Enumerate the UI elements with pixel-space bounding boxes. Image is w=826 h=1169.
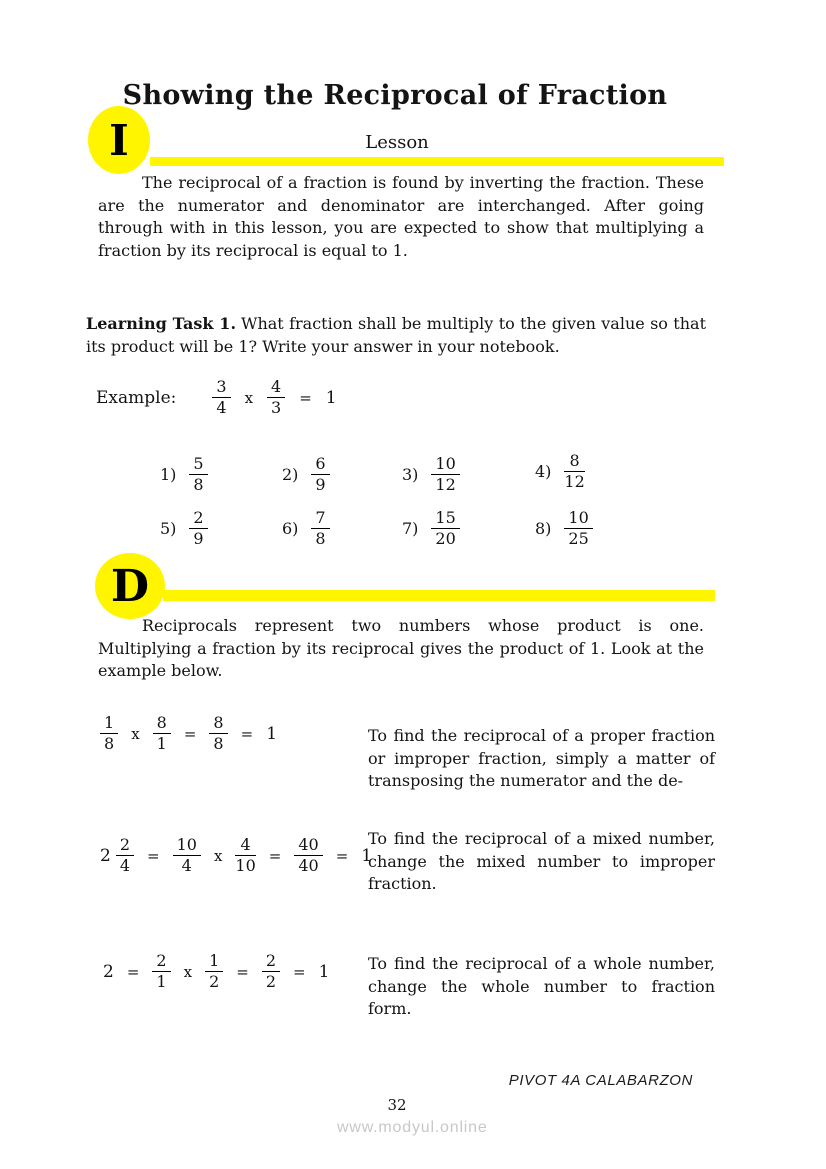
- footer-brand: PIVOT 4A CALABARZON: [508, 1072, 693, 1089]
- item-number: 4): [535, 462, 552, 482]
- multiply-operator: x: [244, 388, 254, 407]
- item-number: 1): [160, 465, 177, 485]
- fraction-denominator: 12: [564, 472, 585, 492]
- fraction-item-4: [535, 449, 695, 495]
- whole-number: 2: [103, 961, 114, 982]
- fraction-numerator: 7: [311, 509, 329, 529]
- fraction-numerator: 3: [212, 378, 230, 398]
- fraction-numerator: 2: [152, 952, 170, 972]
- learning-task-paragraph: [86, 313, 706, 358]
- equation-result: 1: [266, 723, 278, 744]
- worked-equation-2: [100, 836, 372, 876]
- item-number: 5): [160, 519, 177, 539]
- whole-number: 2: [100, 845, 111, 866]
- fraction-numerator: 4: [235, 836, 255, 856]
- fraction: [311, 455, 329, 495]
- fraction-item-3: [402, 455, 535, 495]
- fraction-denominator: 20: [435, 529, 456, 549]
- fraction-denominator: 8: [104, 734, 115, 754]
- fraction-denominator: 12: [435, 475, 456, 495]
- fraction: [262, 952, 280, 992]
- fraction-item-6: [282, 509, 402, 549]
- yellow-divider-bar-bottom: [163, 590, 715, 601]
- lesson-label: Lesson: [365, 132, 429, 153]
- fraction-denominator: 9: [193, 529, 204, 549]
- fraction: [152, 952, 170, 992]
- fraction: [564, 509, 592, 549]
- fraction-item-1: [160, 455, 282, 495]
- fraction-denominator: 1: [156, 734, 167, 754]
- fraction: [173, 836, 201, 876]
- equals-sign: =: [268, 846, 282, 865]
- fraction-denominator: 40: [298, 856, 319, 876]
- intro-paragraph: The reciprocal of a fraction is found by inverting the fraction. These are the numerator and denominator are interchanged. After going through with in this lesson, you are expected to show that multiplying a fraction by its reciprocal is equal to 1.: [98, 173, 704, 260]
- worked-equation-3: [103, 952, 329, 992]
- fraction-numerator: 2: [189, 509, 207, 529]
- fraction-item-7: [402, 509, 535, 549]
- fraction-numerator: 4: [267, 378, 285, 398]
- equation-note-3: To find the reciprocal of a whole number, change the whole number to fraction form.: [368, 954, 715, 1018]
- d-section-paragraph: Reciprocals represent two numbers whose product is one. Multiplying a fraction by its reciprocal gives the product of 1. Look at the example below.: [98, 616, 704, 680]
- equals-sign: =: [293, 962, 306, 981]
- fraction-item-8: [535, 509, 695, 549]
- fraction-numerator: 5: [189, 455, 207, 475]
- fraction: [100, 714, 118, 754]
- fraction-numerator: 2: [262, 952, 280, 972]
- equals-sign: =: [299, 388, 312, 407]
- fraction: [153, 714, 171, 754]
- learning-task-items: [160, 451, 695, 549]
- fraction-numerator: 10: [564, 509, 592, 529]
- fraction: [189, 509, 207, 549]
- fraction-item-5: [160, 509, 282, 549]
- fraction-denominator: 4: [119, 856, 131, 876]
- equals-sign: =: [240, 724, 254, 743]
- section-badge-d: [95, 553, 165, 619]
- watermark-url: www.modyul.online: [337, 1119, 488, 1136]
- mixed-number: [100, 836, 134, 876]
- fraction-numerator: 10: [431, 455, 459, 475]
- learning-task-text: What fraction shall be multiply to the given value so that its product will be 1? Write your answer in your notebook.: [86, 314, 707, 356]
- fraction: [267, 378, 285, 418]
- multiply-operator: x: [213, 846, 223, 865]
- learning-task-label: Learning Task 1.: [86, 314, 237, 333]
- fraction-numerator: 8: [153, 714, 171, 734]
- fraction: [212, 378, 230, 418]
- multiply-operator: x: [183, 962, 193, 981]
- fraction-denominator: 4: [181, 856, 192, 876]
- equals-sign: =: [236, 962, 249, 981]
- fraction-denominator: 10: [235, 856, 256, 876]
- item-number: 8): [535, 519, 552, 539]
- section-badge-i-letter: I: [109, 115, 129, 165]
- fraction-denominator: 4: [216, 398, 227, 418]
- fraction-numerator: 10: [173, 836, 201, 856]
- worked-equation-1: [100, 714, 277, 754]
- fraction-denominator: 2: [209, 972, 220, 992]
- example-label: Example:: [96, 387, 177, 408]
- equation-result: 1: [318, 961, 330, 982]
- equation-result: 1: [361, 845, 373, 866]
- fraction-denominator: 8: [213, 734, 224, 754]
- item-number: 6): [282, 519, 299, 539]
- equals-sign: =: [147, 846, 160, 865]
- equation-note-1: To find the reciprocal of a proper fraction or improper fraction, simply a matter of transposing the numerator and the de-: [368, 726, 715, 790]
- fraction-numerator: 1: [100, 714, 118, 734]
- page-title: Showing the Reciprocal of Fraction: [122, 80, 668, 111]
- fraction-denominator: 8: [193, 475, 204, 495]
- equation-note-2: To find the reciprocal of a mixed number, change the mixed number to improper fraction.: [368, 829, 715, 893]
- page-number: 32: [387, 1096, 407, 1114]
- fraction-denominator: 1: [156, 972, 167, 992]
- fraction-numerator: 8: [209, 714, 227, 734]
- fraction-item-2: [282, 455, 402, 495]
- equals-sign: =: [183, 724, 197, 743]
- fraction: [431, 455, 459, 495]
- fraction: [189, 455, 207, 495]
- fraction-numerator: 6: [311, 455, 329, 475]
- fraction: [431, 509, 459, 549]
- fraction: [564, 452, 584, 492]
- fraction-numerator: 1: [205, 952, 223, 972]
- item-number: 7): [402, 519, 419, 539]
- equals-sign: =: [126, 962, 140, 981]
- fraction: [294, 836, 322, 876]
- yellow-divider-bar-top: [150, 157, 724, 166]
- section-badge-d-letter: D: [110, 560, 150, 612]
- fraction: [235, 836, 255, 876]
- fraction-denominator: 3: [271, 398, 282, 418]
- item-number: 2): [282, 465, 299, 485]
- fraction-denominator: 25: [568, 529, 589, 549]
- fraction-denominator: 8: [315, 529, 326, 549]
- fraction: [209, 714, 227, 754]
- fraction-numerator: 40: [294, 836, 322, 856]
- fraction-denominator: 9: [315, 475, 326, 495]
- example-result: 1: [325, 387, 337, 408]
- fraction-numerator: 15: [431, 509, 459, 529]
- fraction: [311, 509, 329, 549]
- example-equation: [96, 378, 337, 418]
- equals-sign: =: [335, 846, 349, 865]
- fraction-numerator: 2: [116, 836, 134, 856]
- item-number: 3): [402, 465, 419, 485]
- fraction: [116, 836, 134, 876]
- fraction-numerator: 8: [564, 452, 584, 472]
- multiply-operator: x: [131, 724, 140, 743]
- fraction-denominator: 2: [265, 972, 277, 992]
- fraction: [205, 952, 223, 992]
